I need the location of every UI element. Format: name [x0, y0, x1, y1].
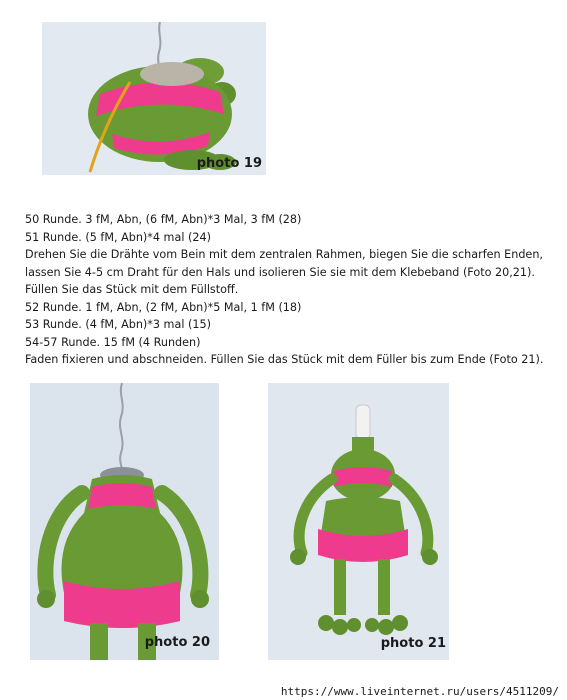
instruction-line: 51 Runde. (5 fM, Abn)*4 mal (24)	[25, 230, 211, 244]
instruction-line: lassen Sie 4-5 cm Draht für den Hals und isolieren Sie sie mit dem Klebeband (Foto 20,21).	[25, 265, 535, 279]
instruction-line: 50 Runde. 3 fM, Abn, (6 fM, Abn)*3 Mal, 3 fM (28)	[25, 213, 302, 226]
instruction-line: Füllen Sie das Stück mit dem Füllstoff.	[25, 283, 239, 296]
instructions-text	[25, 211, 560, 369]
source-url: https://www.liveinternet.ru/users/4511209/	[280, 685, 559, 698]
photo-21	[268, 383, 449, 660]
instruction-line: 52 Runde. 1 fM, Abn, (2 fM, Abn)*5 Mal, 1 fM (18)	[25, 300, 302, 314]
instruction-line: 54-57 Runde. 15 fM (4 Runden)	[25, 335, 201, 349]
photo-20	[30, 383, 219, 660]
photo-20-label: photo 20	[144, 635, 210, 650]
photo-19	[42, 22, 266, 175]
photo-21-label: photo 21	[380, 636, 446, 651]
instruction-line: 53 Runde. (4 fM, Abn)*3 mal (15)	[25, 318, 211, 331]
photo-19-image	[42, 22, 266, 175]
instruction-line: Drehen Sie die Drähte vom Bein mit dem zentralen Rahmen, biegen Sie die scharfen Enden,	[25, 248, 543, 261]
instruction-line: Faden fixieren und abschneiden. Füllen Sie das Stück mit dem Füller bis zum Ende (Foto 21).	[25, 353, 544, 366]
photo-20-image	[30, 383, 219, 660]
photo-21-image	[268, 383, 449, 660]
photo-19-label: photo 19	[196, 156, 262, 171]
